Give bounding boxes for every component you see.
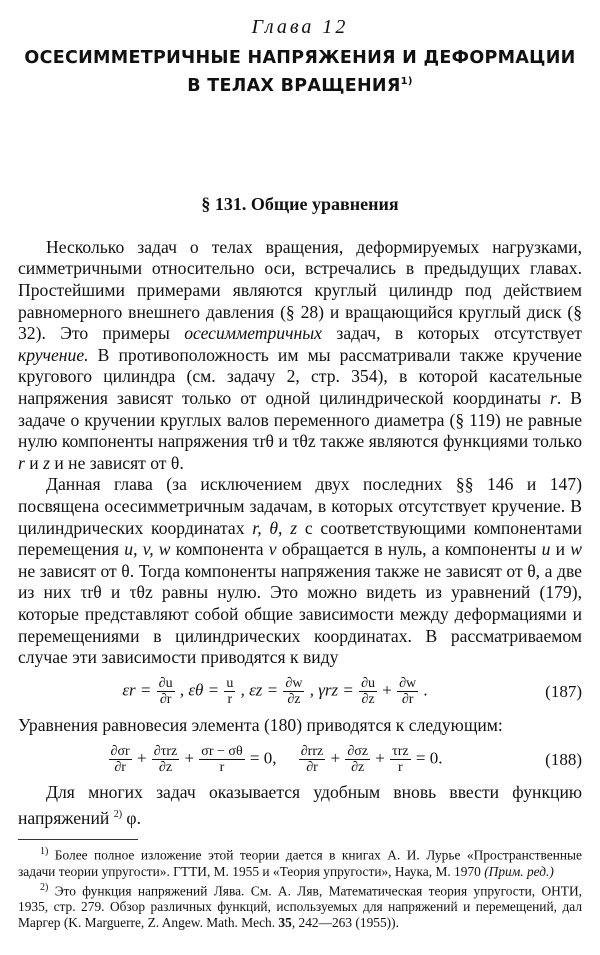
p2-and: и: [550, 539, 571, 560]
equation-187-number: (187): [545, 681, 582, 701]
eq187-end: .: [423, 680, 428, 700]
p4-end: φ.: [122, 807, 141, 828]
footnote-1-italic: (Прим. ред.): [484, 863, 554, 879]
p4-footnote-ref[interactable]: 2): [113, 808, 123, 820]
p1-italic-4: r: [18, 452, 25, 473]
eq187-frac-2: $\frac{u}{r}$: [226, 676, 234, 708]
chapter-footnote-ref[interactable]: 1): [400, 76, 413, 87]
p2-italic-2: u, v, w: [124, 539, 171, 560]
equation-188-body: $\frac{\partial\sigma r}{\partial r}$ + $\frac{\text{∂τrz}}{\partial z}$ + $\frac{\sigma r - \sigma\theta}{r}$ = 0, $\frac{\text{∂rrz}}{\partial r}$ + $\frac{\partial\sigma z}{\partial z}$ + $\frac{\text{τrz}}{r}$ = 0.: [110, 743, 443, 775]
p2-italic-3: v: [268, 539, 277, 560]
p1-and: и: [24, 452, 44, 473]
eq188-frac-c: $\frac{\sigma r - \sigma\theta}{r}$: [201, 743, 243, 775]
p1-italic-1: осесимметричных: [184, 323, 322, 344]
p1-text-5: и не зависят от θ.: [49, 452, 184, 473]
footnotes: [18, 844, 582, 931]
eq187-eps-r: εr =: [122, 680, 152, 700]
paragraph-2: [18, 474, 582, 668]
eq188-frac-e: $\frac{\partial\sigma z}{\partial z}$: [347, 743, 368, 775]
equation-187: [18, 669, 582, 715]
paragraph-3: Уравнения равновесия элемента (180) приводятся к следующим:: [18, 714, 503, 735]
eq187-eps-theta: , εθ =: [179, 680, 220, 700]
equation-188: [18, 736, 582, 782]
p4-text: Для многих задач оказывается удобным вновь ввести функцию напряжений: [18, 782, 582, 828]
eq187-eps-z: , εz =: [240, 680, 279, 700]
footnote-1-text: Более полное изложение этой теории дается в книгах А. И. Лурье «Пространственные задачи теории упругости». ГТТИ, М. 1955 и «Теория упругости», Наука, М. 1970: [18, 847, 582, 879]
p1-italic-5: z: [43, 452, 50, 473]
p1-text-2: задач, в которых отсутствует: [321, 323, 582, 344]
footnote-2-volume: 35: [278, 915, 292, 931]
body-text: [18, 237, 582, 830]
eq188-frac-d: $\frac{\text{∂rrz}}{\partial r}$: [300, 743, 324, 775]
eq188-equals-1: = 0,: [249, 748, 277, 768]
p1-text-1: Несколько задач о телах вращения, деформируемых нагрузками, симметричными относительно оси, встречались в предыдущих главах. Простейшими примерами являются круглый цилиндр под действием равномерного внешнего давления (§ 28) и вращающийся круглый диск (§ 32). Это примеры: [18, 236, 582, 344]
eq187-frac-3: $\frac{\partial w}{\partial z}$: [285, 676, 303, 708]
chapter-title: [18, 47, 582, 98]
section-heading: § 131. Общие уравнения: [201, 193, 399, 214]
p1-text-4: . В задаче о кручении круглых валов переменного диаметра (§ 119) не равные нулю компоненты напряжения τrθ и τθz также являются функциями только: [18, 387, 582, 452]
eq187-frac-4: $\frac{\partial u}{\partial z}$: [361, 676, 376, 708]
paragraph-4: [18, 782, 582, 829]
footnote-1: [18, 844, 582, 879]
p2-text-5: не зависят от θ. Тогда компоненты напряжения также не зависят от θ, а две из них τrθ и τθz равны нулю. Это можно видеть из уравнений (179), которые представляют собой общие зависимости между деформациями и перемещениями в цилиндрических координатах. В рассматриваемом случае эти зависимости приводятся к виду: [18, 560, 582, 668]
p2-italic-4: u: [541, 539, 551, 560]
chapter-title-line2: В ТЕЛАХ ВРАЩЕНИЯ: [187, 75, 401, 96]
footnote-2-text: Это функция напряжений Лява. См. А. Ляв, Математическая теория упругости, ОНТИ, 1935, стр. 279. Обзор различных функций, используемых для напряжений и перемещений, дал Маргер (K. Marguerre, Z. Angew. Math. Mech.: [18, 883, 582, 931]
footnote-2-mark: 2): [40, 881, 49, 893]
p2-text-1: Данная глава (за исключением двух последних §§ 146 и 147) посвящена осесимметричным задачам, в которых отсутствует кручение. В цилиндрических координатах: [18, 474, 582, 538]
eq187-frac-5: $\frac{\partial w}{\partial r}$: [399, 676, 417, 708]
p2-italic-1: r, θ, z: [252, 517, 298, 538]
eq188-frac-f: $\frac{\text{τrz}}{r}$: [392, 743, 409, 775]
footnote-2-end: , 242—263 (1955)).: [291, 915, 399, 931]
p2-text-4: обращается в нуль, а компоненты: [276, 539, 542, 560]
p1-italic-3: r: [550, 387, 557, 408]
chapter-title-line1: ОСЕСИММЕТРИЧНЫЕ НАПРЯЖЕНИЯ И ДЕФОРМАЦИИ: [24, 48, 576, 68]
footnote-divider: [18, 839, 138, 840]
eq187-gamma-rz: , γrz =: [309, 680, 354, 700]
p1-italic-2: кручение.: [18, 344, 89, 365]
footnote-1-mark: 1): [40, 846, 49, 858]
paragraph-1: [18, 237, 582, 475]
chapter-label: Глава 12: [251, 16, 349, 38]
equation-187-body: [18, 676, 532, 707]
p2-text-2: с соответствующими компонентами перемещения: [18, 517, 582, 560]
footnote-2: [18, 880, 582, 931]
p2-text-3: компонента: [170, 539, 269, 560]
eq187-plus: +: [382, 680, 392, 700]
eq187-frac-1: $\frac{\partial u}{\partial r}$: [158, 676, 173, 708]
p2-italic-5: w: [570, 539, 582, 560]
p1-text-3: В противоположность им мы рассматривали также кручение кругового цилиндра (см. задачу 2, стр. 354), в которой касательные напряжения зависят только от одной цилиндрической координаты: [18, 344, 582, 408]
eq188-equals-2: = 0.: [415, 748, 443, 768]
eq188-frac-b: $\frac{\text{∂τrz}}{\partial z}$: [153, 743, 178, 775]
equation-188-number: (188): [545, 749, 582, 769]
eq188-frac-a: $\frac{\partial\sigma r}{\partial r}$: [110, 743, 130, 775]
